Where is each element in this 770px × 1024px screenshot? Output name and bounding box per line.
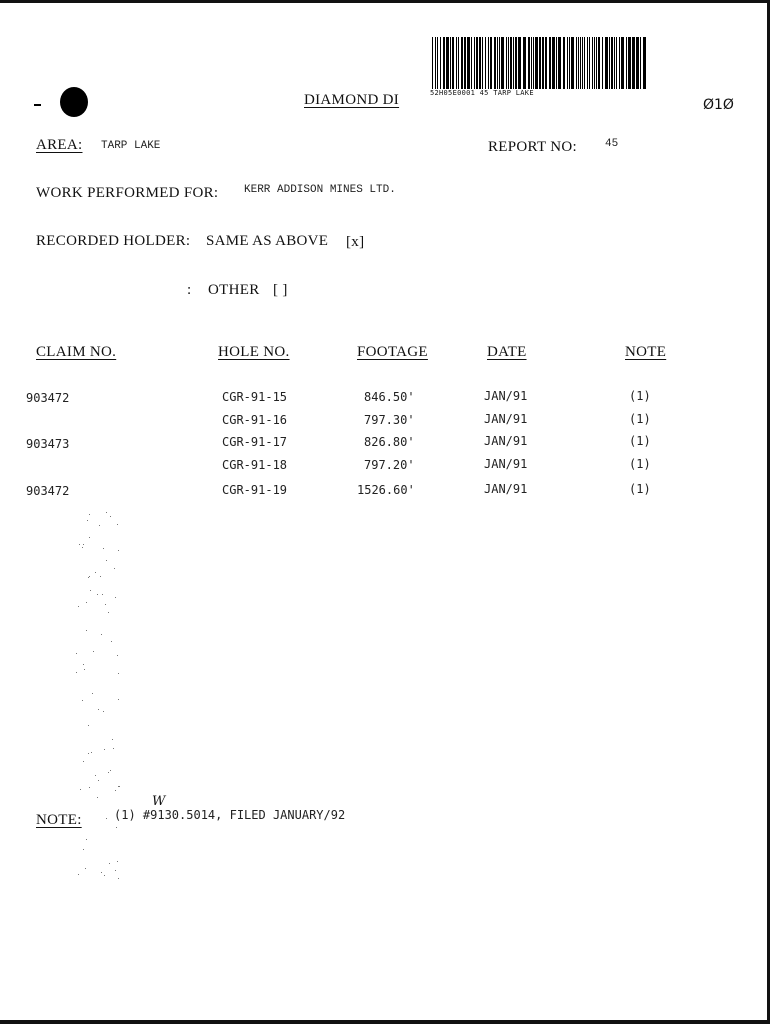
scan-speck bbox=[86, 602, 87, 603]
other-checkbox: [ ] bbox=[273, 282, 288, 298]
same-as-above-label: SAME AS ABOVE bbox=[206, 233, 329, 249]
note-cell: (1) bbox=[629, 412, 651, 426]
scan-speck bbox=[104, 875, 105, 876]
barcode-bar bbox=[482, 37, 483, 89]
scan-speck bbox=[76, 653, 77, 654]
barcode-bar bbox=[461, 37, 463, 89]
scan-speck bbox=[83, 544, 84, 545]
scan-speck bbox=[112, 739, 113, 740]
hole-cell: CGR-91-16 bbox=[222, 413, 288, 427]
scan-speck bbox=[83, 849, 84, 850]
footage-cell: 846.50' bbox=[364, 390, 415, 404]
barcode-bar bbox=[497, 37, 498, 89]
scan-speck bbox=[97, 594, 98, 595]
barcode-bar bbox=[531, 37, 532, 89]
barcode-bar bbox=[510, 37, 512, 89]
barcode-bar bbox=[456, 37, 457, 89]
barcode-bar bbox=[569, 37, 570, 89]
barcode-bar bbox=[619, 37, 620, 89]
scan-speck bbox=[89, 514, 90, 515]
scan-speck bbox=[113, 748, 114, 749]
scan-speck bbox=[88, 753, 89, 754]
barcode-bar bbox=[458, 37, 459, 89]
punch-hole-mark bbox=[60, 87, 88, 117]
scan-speck bbox=[89, 576, 90, 577]
header-note: NOTE bbox=[625, 344, 667, 360]
scan-speck bbox=[90, 590, 91, 591]
area-value: TARP LAKE bbox=[101, 140, 161, 152]
scan-speck bbox=[114, 568, 115, 569]
date-cell: JAN/91 bbox=[484, 457, 528, 471]
claim-cell: 903473 bbox=[26, 437, 70, 451]
barcode-bar bbox=[594, 37, 595, 89]
barcode-bar bbox=[437, 37, 438, 89]
barcode-bar bbox=[508, 37, 509, 89]
header-footage: FOOTAGE bbox=[357, 344, 428, 360]
scan-speck bbox=[118, 699, 119, 700]
barcode-bar bbox=[523, 37, 526, 89]
barcode-bar bbox=[515, 37, 517, 89]
page-code: Ø1Ø bbox=[703, 97, 734, 113]
barcode-bar bbox=[587, 37, 588, 89]
note-cell: (1) bbox=[629, 434, 651, 448]
scan-speck bbox=[82, 547, 83, 548]
note-text: (1) #9130.5014, FILED JANUARY/92 bbox=[114, 808, 346, 822]
scan-top-border bbox=[0, 0, 770, 3]
date-cell: JAN/91 bbox=[484, 482, 528, 496]
barcode-bar bbox=[452, 37, 454, 89]
margin-dash-mark bbox=[34, 104, 41, 106]
barcode-bar bbox=[567, 37, 568, 89]
barcode-bar bbox=[440, 37, 441, 89]
barcode-bar bbox=[636, 37, 639, 89]
note-cell: (1) bbox=[629, 389, 651, 403]
scan-speck bbox=[98, 709, 99, 710]
hole-cell: CGR-91-17 bbox=[222, 435, 288, 449]
barcode-bar bbox=[552, 37, 555, 89]
scan-speck bbox=[84, 669, 85, 670]
barcode-bar bbox=[602, 37, 603, 89]
barcode-bar bbox=[533, 37, 534, 89]
scan-speck bbox=[117, 655, 118, 656]
scan-speck bbox=[111, 641, 112, 642]
scan-speck bbox=[101, 634, 102, 635]
barcode-bar bbox=[539, 37, 541, 89]
barcode-bar bbox=[450, 37, 451, 89]
date-cell: JAN/91 bbox=[484, 412, 528, 426]
note-cell: (1) bbox=[629, 482, 651, 496]
scan-speck bbox=[110, 516, 111, 517]
area-label: AREA: bbox=[36, 137, 83, 153]
scan-bottom-border bbox=[0, 1020, 770, 1024]
scan-speck bbox=[115, 597, 116, 598]
scan-speck bbox=[79, 544, 80, 545]
barcode-bar bbox=[628, 37, 631, 89]
footage-cell: 797.30' bbox=[364, 413, 415, 427]
barcode-bar bbox=[596, 37, 597, 89]
note-label: NOTE: bbox=[36, 812, 82, 828]
scan-speck bbox=[76, 672, 77, 673]
report-no-value: 45 bbox=[605, 138, 619, 150]
other-prefix: : bbox=[187, 282, 192, 298]
scan-speck bbox=[117, 861, 118, 862]
barcode-bar bbox=[571, 37, 574, 89]
barcode-bar bbox=[576, 37, 577, 89]
barcode-bar bbox=[501, 37, 504, 89]
scan-speck bbox=[99, 525, 100, 526]
scan-speck bbox=[88, 577, 89, 578]
handwritten-mark: W bbox=[152, 794, 166, 809]
barcode-bar bbox=[474, 37, 475, 89]
barcode-bar bbox=[446, 37, 449, 89]
scan-speck bbox=[118, 878, 119, 879]
barcode-caption: 52H05E0001 45 TARP LAKE bbox=[430, 89, 534, 97]
barcode-bar bbox=[443, 37, 445, 89]
claim-cell: 903472 bbox=[26, 391, 70, 405]
barcode-bar bbox=[485, 37, 486, 89]
barcode-bar bbox=[435, 37, 436, 89]
scan-speck bbox=[115, 870, 116, 871]
barcode-bar bbox=[535, 37, 538, 89]
work-performed-label: WORK PERFORMED FOR: bbox=[36, 185, 219, 201]
barcode-bar bbox=[556, 37, 557, 89]
scan-speck bbox=[104, 749, 105, 750]
scan-speck bbox=[93, 651, 94, 652]
barcode-bar bbox=[609, 37, 610, 89]
header-claim-no: CLAIM NO. bbox=[36, 344, 117, 360]
barcode-bar bbox=[518, 37, 521, 89]
scan-speck bbox=[118, 673, 119, 674]
date-cell: JAN/91 bbox=[484, 434, 528, 448]
scan-speck bbox=[83, 761, 84, 762]
scan-speck bbox=[97, 797, 98, 798]
date-cell: JAN/91 bbox=[484, 389, 528, 403]
footage-cell: 797.20' bbox=[364, 458, 415, 472]
barcode-bar bbox=[545, 37, 547, 89]
scan-speck bbox=[88, 725, 89, 726]
footage-cell: 1526.60' bbox=[357, 483, 415, 497]
report-no-label: REPORT NO: bbox=[488, 139, 577, 155]
barcode-bar bbox=[611, 37, 613, 89]
barcode-bar bbox=[589, 37, 590, 89]
barcode-bar bbox=[499, 37, 500, 89]
scan-speck bbox=[98, 780, 99, 781]
barcode-bar bbox=[464, 37, 466, 89]
barcode-bar bbox=[558, 37, 561, 89]
scan-speck bbox=[83, 664, 84, 665]
scan-speck bbox=[108, 612, 109, 613]
barcode-bar bbox=[488, 37, 489, 89]
barcode bbox=[430, 37, 648, 89]
barcode-bar bbox=[582, 37, 583, 89]
barcode-bar bbox=[563, 37, 565, 89]
scan-speck bbox=[95, 572, 96, 573]
barcode-bar bbox=[432, 37, 433, 89]
document-title: DIAMOND DI bbox=[304, 92, 400, 108]
recorded-holder-label: RECORDED HOLDER: bbox=[36, 233, 191, 249]
scan-speck bbox=[110, 770, 111, 771]
header-date: DATE bbox=[487, 344, 527, 360]
barcode-bar bbox=[632, 37, 635, 89]
scan-speck bbox=[106, 512, 107, 513]
scan-speck bbox=[78, 874, 79, 875]
scan-speck bbox=[106, 818, 107, 819]
hole-cell: CGR-91-18 bbox=[222, 458, 288, 472]
scan-speck bbox=[108, 772, 109, 773]
scan-speck bbox=[89, 787, 90, 788]
scan-speck bbox=[115, 790, 116, 791]
hole-cell: CGR-91-19 bbox=[222, 483, 288, 497]
scan-speck bbox=[103, 548, 104, 549]
barcode-bar bbox=[578, 37, 579, 89]
footage-cell: 826.80' bbox=[364, 435, 415, 449]
scan-speck bbox=[117, 524, 118, 525]
barcode-bar bbox=[580, 37, 581, 89]
barcode-bar bbox=[643, 37, 646, 89]
barcode-bar bbox=[614, 37, 615, 89]
barcode-bar bbox=[471, 37, 472, 89]
scan-speck bbox=[95, 775, 96, 776]
scan-speck bbox=[91, 752, 92, 753]
same-as-above-checkbox: [x] bbox=[346, 234, 365, 250]
barcode-bar bbox=[476, 37, 478, 89]
scan-speck bbox=[105, 604, 106, 605]
barcode-bar bbox=[513, 37, 514, 89]
barcode-bar bbox=[542, 37, 544, 89]
barcode-bar bbox=[506, 37, 507, 89]
scan-speck bbox=[86, 839, 87, 840]
hole-cell: CGR-91-15 bbox=[222, 390, 288, 404]
other-label: OTHER bbox=[208, 282, 260, 298]
scan-speck bbox=[116, 827, 117, 828]
scan-speck bbox=[100, 576, 101, 577]
scan-speck bbox=[92, 693, 93, 694]
barcode-bar bbox=[621, 37, 624, 89]
barcode-bar bbox=[640, 37, 641, 89]
barcode-bar bbox=[616, 37, 617, 89]
scan-speck bbox=[103, 711, 104, 712]
scan-speck bbox=[82, 700, 83, 701]
scan-speck bbox=[102, 594, 103, 595]
barcode-bar bbox=[494, 37, 496, 89]
scan-speck bbox=[87, 520, 88, 521]
scan-speck bbox=[86, 630, 87, 631]
scan-speck bbox=[85, 868, 86, 869]
barcode-bar bbox=[592, 37, 593, 89]
barcode-bar bbox=[479, 37, 481, 89]
scan-speck bbox=[89, 537, 90, 538]
barcode-bar bbox=[605, 37, 608, 89]
barcode-bar bbox=[490, 37, 492, 89]
barcode-bar bbox=[584, 37, 585, 89]
scan-speck bbox=[119, 786, 120, 787]
work-performed-value: KERR ADDISON MINES LTD. bbox=[244, 184, 396, 196]
note-cell: (1) bbox=[629, 457, 651, 471]
barcode-bar bbox=[598, 37, 600, 89]
header-hole-no: HOLE NO. bbox=[218, 344, 290, 360]
scan-speck bbox=[106, 560, 107, 561]
scan-speck bbox=[78, 606, 79, 607]
claim-cell: 903472 bbox=[26, 484, 70, 498]
barcode-bar bbox=[528, 37, 530, 89]
barcode-bar bbox=[467, 37, 470, 89]
barcode-bar bbox=[626, 37, 627, 89]
barcode-bar bbox=[549, 37, 551, 89]
scan-speck bbox=[109, 863, 110, 864]
scan-speck bbox=[80, 789, 81, 790]
scan-speck bbox=[118, 550, 119, 551]
scan-speck bbox=[101, 872, 102, 873]
